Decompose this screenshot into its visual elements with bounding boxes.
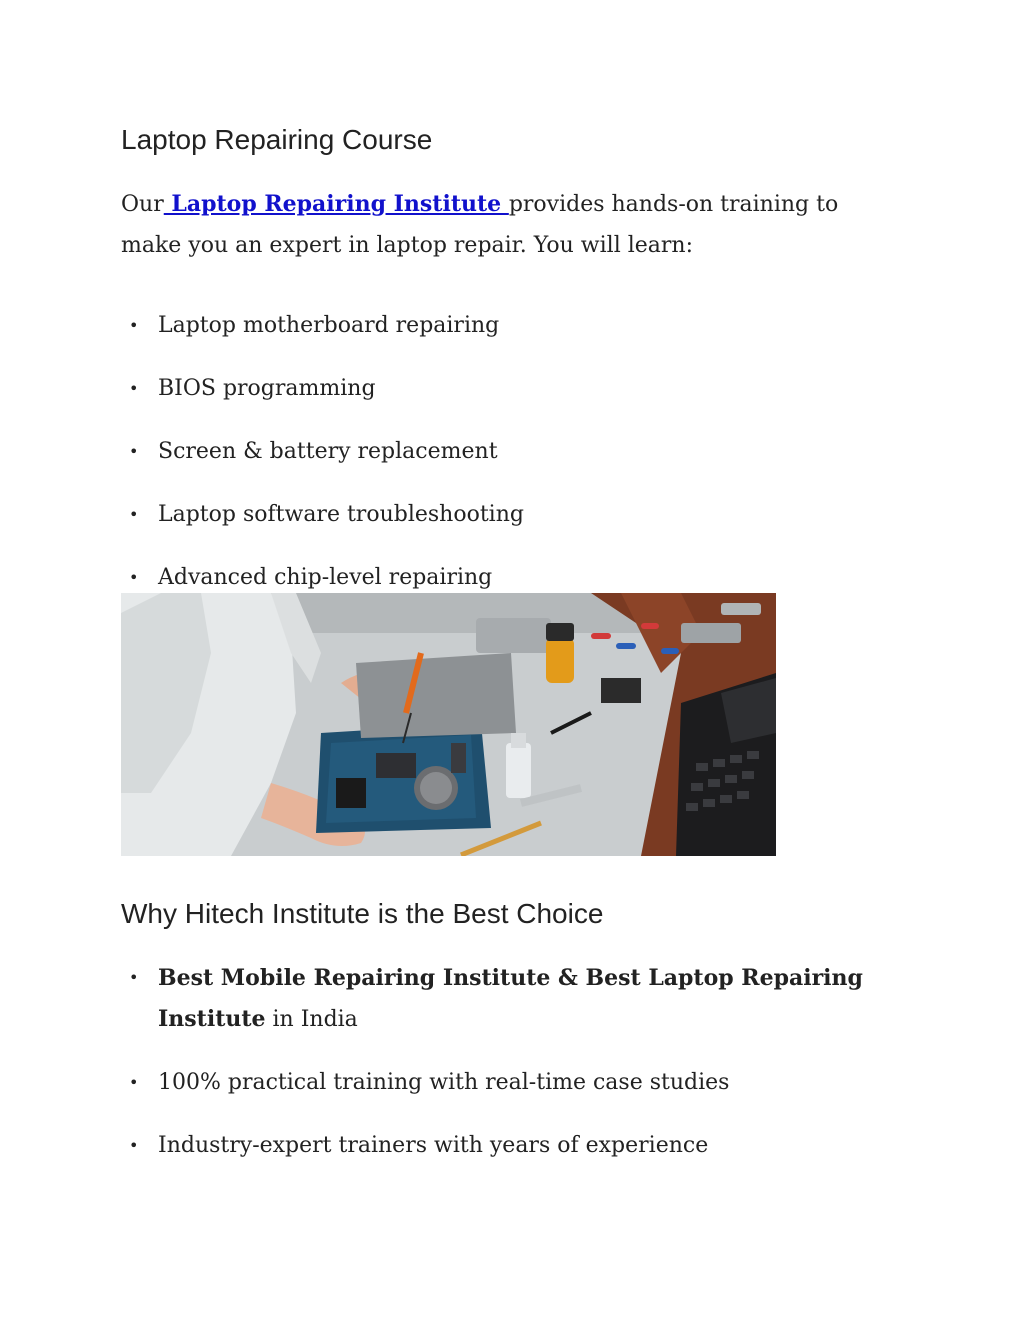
bullet-icon: • [129, 379, 139, 398]
section-heading-course: Laptop Repairing Course [121, 124, 433, 155]
list-item-text: Laptop motherboard repairing [158, 313, 500, 338]
laptop-institute-link[interactable]: Laptop Repairing Institute [163, 191, 509, 217]
intro-paragraph [121, 184, 881, 266]
course-topics-list [121, 306, 901, 621]
bullet-icon: • [129, 1073, 139, 1092]
bullet-icon: • [129, 1136, 139, 1155]
bullet-icon: • [129, 968, 139, 987]
intro-prefix: Our [121, 192, 164, 217]
list-item-text: BIOS programming [158, 376, 376, 401]
list-item [121, 306, 901, 369]
list-item [121, 958, 901, 1040]
bullet-icon: • [129, 505, 139, 524]
bullet-icon: • [129, 568, 139, 587]
list-item [121, 369, 901, 432]
why-choose-list [121, 958, 901, 1189]
bullet-icon: • [129, 442, 139, 461]
list-item [121, 1126, 901, 1166]
list-item-text: Screen & battery replacement [158, 439, 498, 464]
list-item-text: Advanced chip-level repairing [158, 565, 493, 590]
list-item [121, 432, 901, 495]
bullet-icon: • [129, 316, 139, 335]
repair-workbench-illustration [121, 593, 776, 856]
section-heading-why: Why Hitech Institute is the Best Choice [121, 898, 604, 929]
list-item-text: in India [265, 1007, 358, 1032]
list-item [121, 1063, 901, 1103]
laptop-repair-photo [121, 593, 776, 856]
list-item-bold-text: Best Mobile Repairing Institute & Best Laptop Repairing Institute [158, 965, 863, 1032]
list-item-text: 100% practical training with real-time case studies [158, 1070, 730, 1095]
list-item [121, 495, 901, 558]
intro-suffix: provides hands-on training to make you an expert in laptop repair. You will learn: [121, 192, 839, 258]
list-item-text: Industry-expert trainers with years of experience [158, 1133, 709, 1158]
list-item-text: Laptop software troubleshooting [158, 502, 524, 527]
